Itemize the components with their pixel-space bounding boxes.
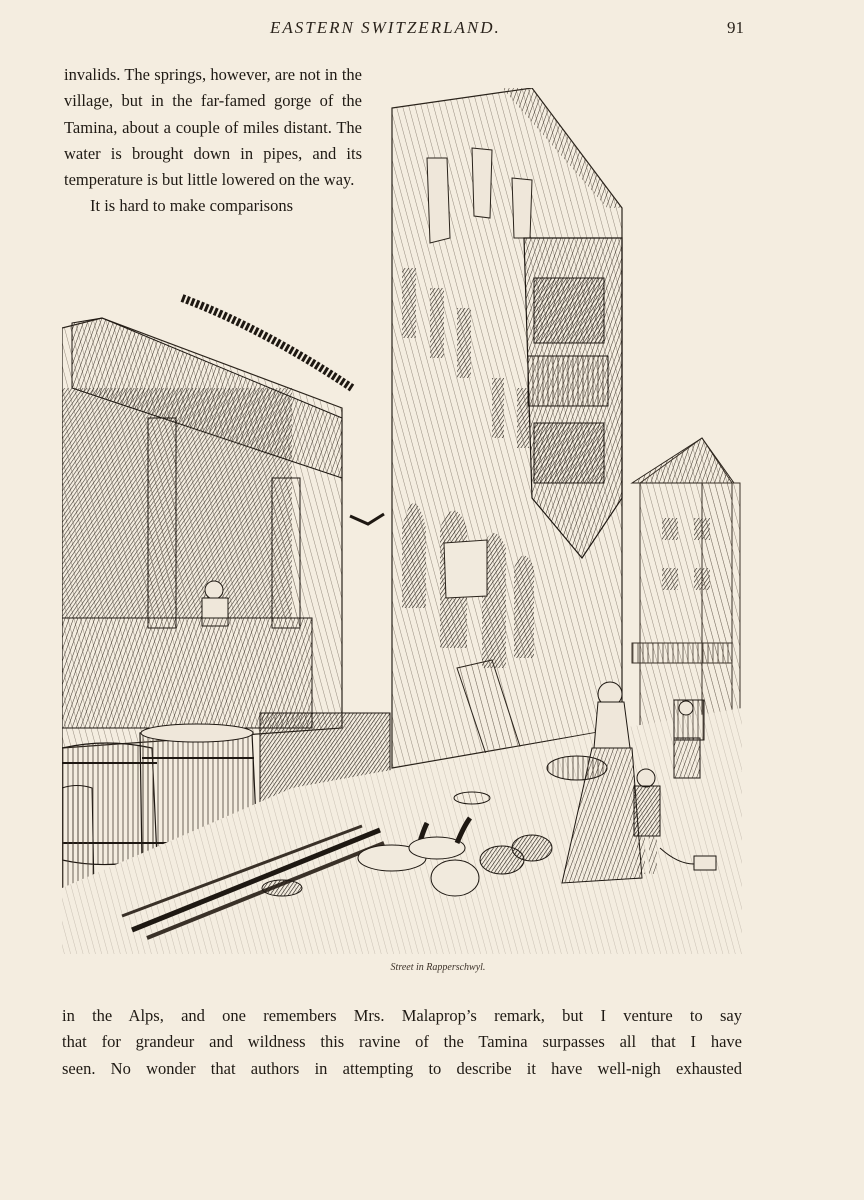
bird <box>350 514 384 524</box>
lower-body-text <box>62 1003 742 1082</box>
body-line-3: seen. No wonder that authors in attempting to describe it have well-nigh exhausted <box>62 1058 742 1078</box>
background-houses <box>632 438 740 728</box>
running-title: EASTERN SWITZERLAND. <box>270 18 501 37</box>
tall-house-with-oriel <box>392 88 622 778</box>
paragraph-2-start: It is hard to make comparisons <box>90 196 293 216</box>
body-line-2: that for grandeur and wildness this ravine of the Tamina surpasses all that I have <box>62 1032 742 1052</box>
paragraph-1: invalids. The springs, however, are not in the village, but in the far-famed gorge of the Tamina, about a couple of miles distant. The water is brought down in pipes, and its temperature is but little lowered on the way. <box>64 65 362 190</box>
figure-caption: Street in Rapperschwyl. <box>390 962 486 973</box>
balcony-house <box>62 298 352 748</box>
page-number: 91 <box>727 18 744 37</box>
porter-figure <box>674 700 704 778</box>
body-line-1: in the Alps, and one remembers Mrs. Malaprop’s remark, but I venture to say <box>62 1006 742 1025</box>
upper-column-text <box>64 62 362 220</box>
